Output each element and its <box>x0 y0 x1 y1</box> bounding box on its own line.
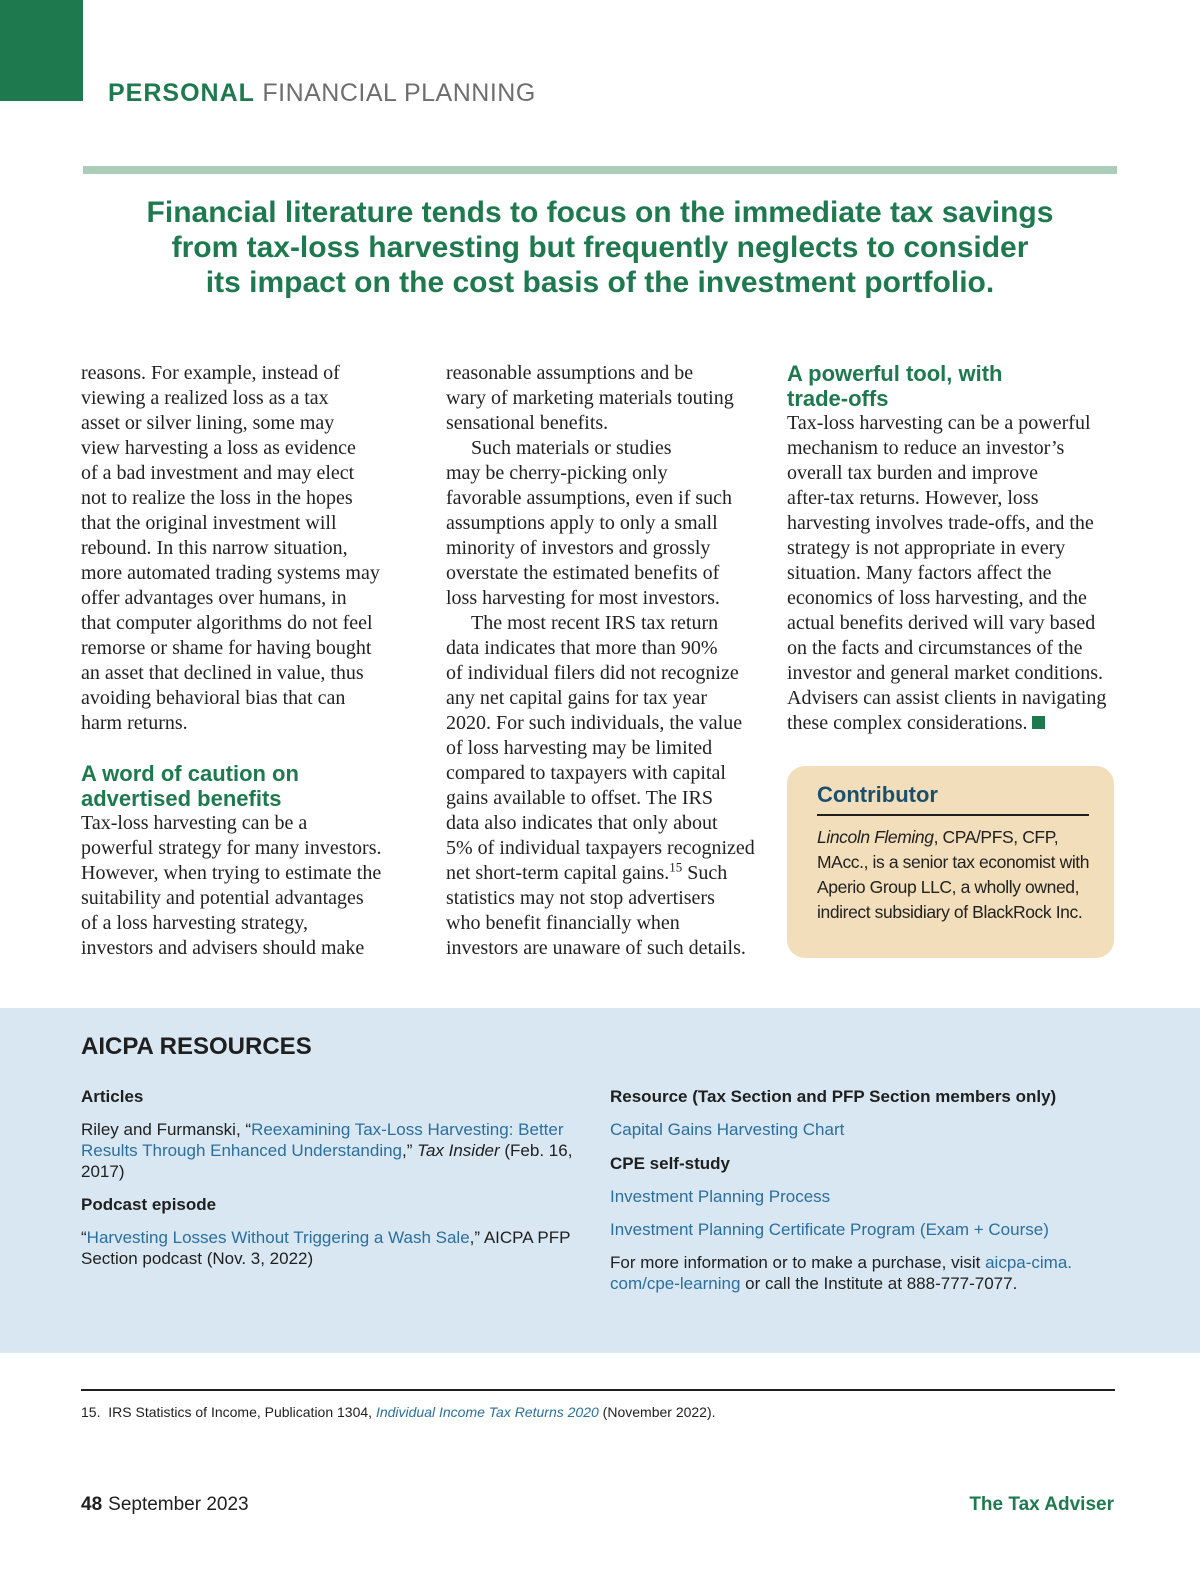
paragraph <box>446 361 764 436</box>
text-line: compared to taxpayers with capital <box>446 762 726 784</box>
text-line: minority of investors and grossly <box>446 537 711 559</box>
text-line: that the original investment will <box>81 512 337 534</box>
text-line: after-tax returns. However, loss <box>787 487 1039 509</box>
footnote: 15. IRS Statistics of Income, Publication 1304, Individual Income Tax Returns 2020 (November 2022). <box>81 1404 716 1420</box>
cpe-heading: CPE self-study <box>610 1154 730 1173</box>
text-fragment: these complex considerations. <box>787 712 1028 734</box>
text-line: an asset that declined in value, thus <box>81 662 364 684</box>
text-line: loss harvesting for most investors. <box>446 587 720 609</box>
text-line <box>446 861 764 886</box>
bio-line: MAcc., is a senior tax economist with <box>817 852 1090 872</box>
text-line: harvesting involves trade-offs, and the <box>787 512 1094 534</box>
subheading-line: A word of caution on <box>81 761 299 786</box>
text-line: actual benefits derived will vary based <box>787 612 1096 634</box>
footnote-rule <box>81 1389 1115 1391</box>
pull-quote-rule <box>83 166 1117 174</box>
articles-heading: Articles <box>81 1087 144 1106</box>
pull-quote-line: Financial literature tends to focus on the immediate tax savings <box>146 196 1054 229</box>
paragraph <box>787 411 1117 736</box>
cpe-link-planning-process[interactable]: Investment Planning Process <box>610 1187 831 1206</box>
article-citation: Riley and Furmanski, “Reexamining Tax-Loss Harvesting: Better Results Through Enhanced Understanding,” Tax Insider (Feb. 16, 2017) <box>81 1120 573 1181</box>
article-link[interactable]: Reexamining Tax-Loss Harvesting: Better <box>251 1120 564 1139</box>
page-number: 48 <box>81 1494 103 1515</box>
page-folio <box>81 1494 249 1516</box>
publication-name: The Tax Adviser <box>969 1494 1114 1515</box>
text-line: data also indicates that only about <box>446 812 718 834</box>
issue-date: September 2023 <box>108 1494 249 1515</box>
text-line: powerful strategy for many investors. <box>81 837 382 859</box>
text-line: any net capital gains for tax year <box>446 687 707 709</box>
text-line: However, when trying to estimate the <box>81 862 382 884</box>
text-line: 5% of individual taxpayers recognized <box>446 837 755 859</box>
section-header-light: FINANCIAL PLANNING <box>262 79 536 107</box>
body-column-2 <box>446 361 764 961</box>
text-line: Tax-loss harvesting can be a <box>81 812 308 834</box>
text-line: more automated trading systems may <box>81 562 380 584</box>
pull-quote <box>83 195 1117 300</box>
pull-quote-line: from tax-loss harvesting but frequently neglects to consider <box>171 231 1029 264</box>
text-line: avoiding behavioral bias that can <box>81 687 346 709</box>
contributor-title: Contributor <box>817 782 938 807</box>
text-fragment: net short-term capital gains. <box>446 862 670 884</box>
footnote-ref[interactable]: 15 <box>669 859 683 875</box>
cpe-learning-link[interactable]: aicpa-cima. <box>985 1253 1073 1272</box>
text-line: of loss harvesting may be limited <box>446 737 713 759</box>
section-color-block <box>0 0 83 101</box>
text-line: Tax-loss harvesting can be a powerful <box>787 412 1091 434</box>
body-column-1 <box>81 361 416 961</box>
text-line: investor and general market conditions. <box>787 662 1104 684</box>
text-line: gains available to offset. The IRS <box>446 787 713 809</box>
text-line: data indicates that more than 90% <box>446 637 718 659</box>
text-line: situation. Many factors affect the <box>787 562 1052 584</box>
subheading-line: advertised benefits <box>81 786 282 811</box>
text-line: reasons. For example, instead of <box>81 362 340 384</box>
text-line: overstate the estimated benefits of <box>446 562 720 584</box>
text-line: sensational benefits. <box>446 412 609 434</box>
contributor-bio <box>817 825 1089 925</box>
text-line: view harvesting a loss as evidence <box>81 437 356 459</box>
pull-quote-line: its impact on the cost basis of the investment portfolio. <box>205 266 995 299</box>
text-line: asset or silver lining, some may <box>81 412 335 434</box>
contributor-rule <box>817 814 1089 816</box>
text-line: investors are unaware of such details. <box>446 937 746 959</box>
text-line <box>787 711 1117 736</box>
text-line: Such materials or studies <box>471 437 672 459</box>
text-line: wary of marketing materials touting <box>446 387 734 409</box>
subheading-powerful-tool <box>787 361 1117 411</box>
section-header <box>108 79 536 108</box>
text-line: remorse or shame for having bought <box>81 637 372 659</box>
text-line: statistics may not stop advertisers <box>446 887 715 909</box>
subheading-line: trade-offs <box>787 386 889 411</box>
text-line: on the facts and circumstances of the <box>787 637 1083 659</box>
contributor-box <box>787 766 1114 958</box>
cpe-learning-link[interactable]: com/cpe-learning <box>610 1274 741 1293</box>
text-line: viewing a realized loss as a tax <box>81 387 329 409</box>
paragraph <box>446 436 764 611</box>
text-line: economics of loss harvesting, and the <box>787 587 1087 609</box>
text-line: of a bad investment and may elect <box>81 462 355 484</box>
text-line: rebound. In this narrow situation, <box>81 537 348 559</box>
text-line: mechanism to reduce an investor’s <box>787 437 1065 459</box>
section-header-bold: PERSONAL <box>108 79 255 107</box>
cpe-link-certificate-program[interactable]: Investment Planning Certificate Program (Exam + Course) <box>610 1220 1049 1239</box>
text-line: strategy is not appropriate in every <box>787 537 1066 559</box>
text-line: assumptions apply to only a small <box>446 512 718 534</box>
resources-title: AICPA RESOURCES <box>81 1033 312 1060</box>
text-line: suitability and potential advantages <box>81 887 364 909</box>
footnote-link[interactable]: Individual Income Tax Returns 2020 <box>375 1404 599 1420</box>
podcast-citation: “Harvesting Losses Without Triggering a Wash Sale,” AICPA PFP Section podcast (Nov. 3, 2022) <box>81 1228 571 1268</box>
text-line: not to realize the loss in the hopes <box>81 487 353 509</box>
end-of-article-square-icon <box>1032 716 1045 729</box>
text-line: offer advantages over humans, in <box>81 587 347 609</box>
text-fragment: Such <box>682 862 728 884</box>
bio-line: Aperio Group LLC, a wholly owned, <box>817 877 1080 897</box>
podcast-heading: Podcast episode <box>81 1195 217 1214</box>
text-line: who benefit financially when <box>446 912 680 934</box>
paragraph <box>446 611 764 961</box>
text-line: of individual filers did not recognize <box>446 662 739 684</box>
subheading-caution <box>81 761 416 811</box>
paragraph <box>81 811 416 961</box>
purchase-info: For more information or to make a purchase, visit aicpa-cima. com/cpe-learning or call the Institute at 888-777-7077. <box>610 1253 1073 1293</box>
body-column-3 <box>787 361 1117 736</box>
paragraph <box>81 361 416 736</box>
bio-line <box>817 825 1089 850</box>
bio-fragment: , CPA/PFS, CFP, <box>933 827 1059 847</box>
subheading-line: A powerful tool, with <box>787 361 1003 386</box>
text-line: reasonable assumptions and be <box>446 362 694 384</box>
bio-line: indirect subsidiary of BlackRock Inc. <box>817 902 1083 922</box>
text-line: may be cherry-picking only <box>446 462 668 484</box>
text-line: overall tax burden and improve <box>787 462 1039 484</box>
journal-name: Tax Insider <box>417 1141 500 1160</box>
text-line: harm returns. <box>81 712 188 734</box>
footnote-number: 15. <box>81 1404 101 1420</box>
text-line: 2020. For such individuals, the value <box>446 712 743 734</box>
text-line: investors and advisers should make <box>81 937 365 959</box>
resource-link[interactable]: Capital Gains Harvesting Chart <box>610 1120 845 1139</box>
text-line: The most recent IRS tax return <box>471 612 719 634</box>
text-line: that computer algorithms do not feel <box>81 612 373 634</box>
podcast-link[interactable]: Harvesting Losses Without Triggering a Wash Sale <box>86 1228 470 1247</box>
resource-heading: Resource (Tax Section and PFP Section members only) <box>610 1087 1057 1106</box>
text-line: Advisers can assist clients in navigating <box>787 687 1107 709</box>
contributor-name: Lincoln Fleming <box>817 827 934 847</box>
text-line: of a loss harvesting strategy, <box>81 912 308 934</box>
article-link[interactable]: Results Through Enhanced Understanding <box>81 1141 403 1160</box>
text-line: favorable assumptions, even if such <box>446 487 733 509</box>
